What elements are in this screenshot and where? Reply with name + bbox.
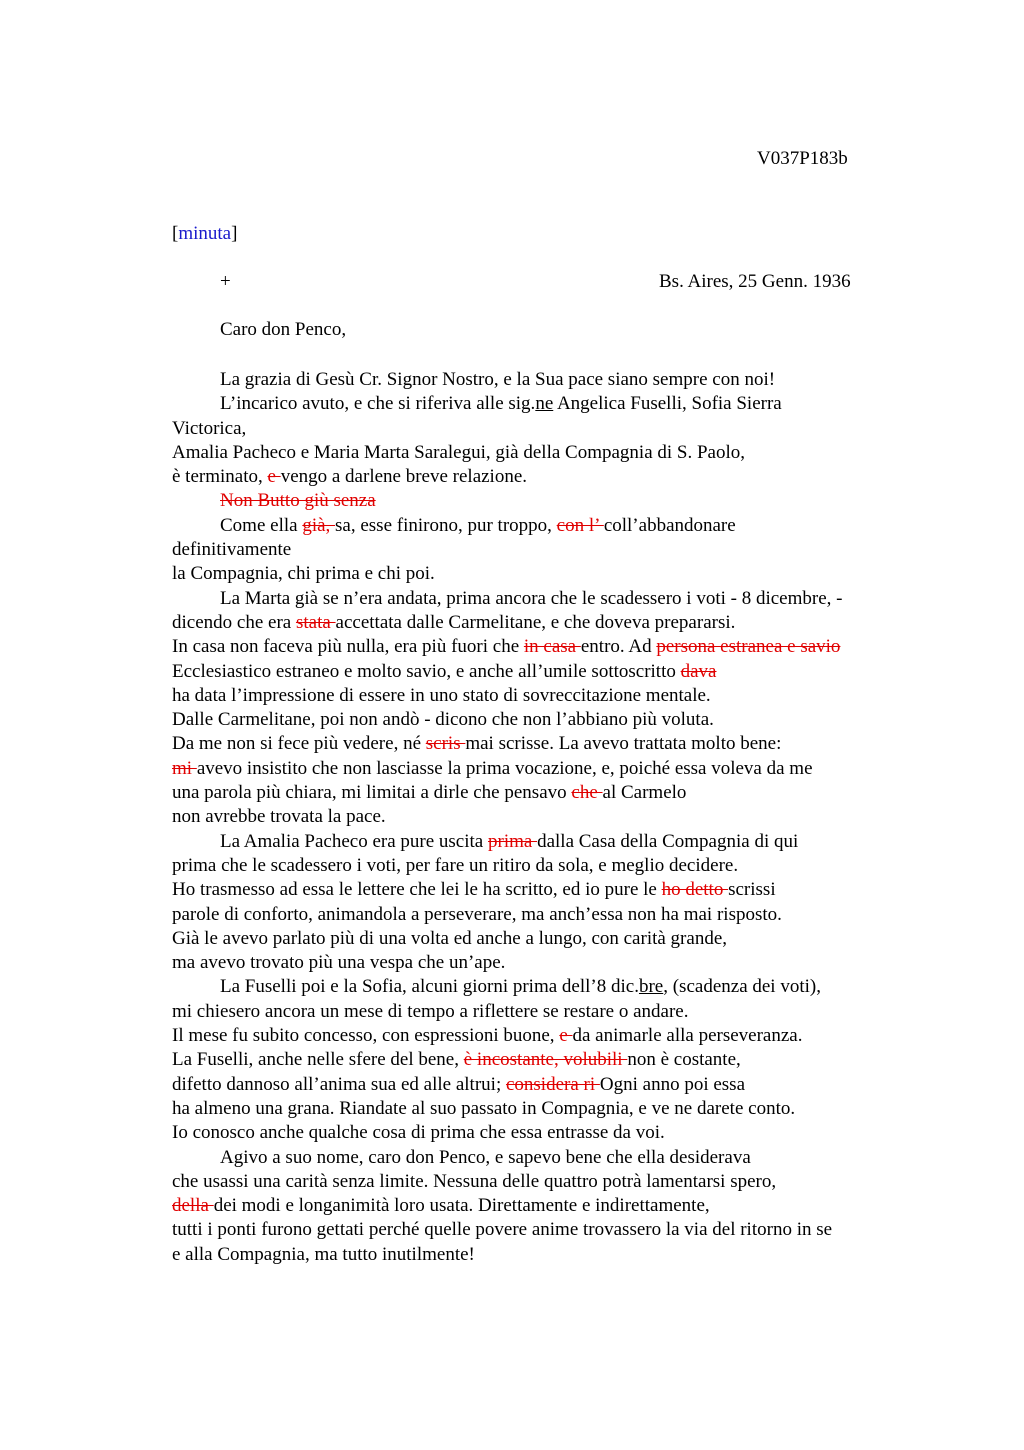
text-segment: , (scadenza dei voti), [663,976,821,998]
text-segment: Ecclesiastico estraneo e molto savio, e anche all’umile sottoscritto [172,660,681,682]
text-line [172,538,912,562]
text-segment: Ho trasmesso ad essa le lettere che lei le ha scritto, ed io pure le [172,879,662,901]
text-segment: ma avevo trovato più una vespa che un’ape. [172,952,506,974]
deleted-text: prima [488,830,538,852]
deleted-text: ho detto [661,879,729,901]
text-line [172,1170,912,1194]
deleted-text: dava [680,660,717,682]
text-segment: dalla Casa della Compagnia di qui [537,830,799,852]
text-segment: La Marta già se n’era andata, prima ancora che le scadessero i voti - 8 dicembre, - [220,587,843,609]
text-segment: ha data l’impressione di essere in uno stato di sovreccitazione mentale. [172,684,711,706]
deleted-text: mi [172,757,197,779]
draft-tag-word: minuta [178,223,232,244]
text-line [172,660,912,684]
text-line [172,1121,912,1145]
text-segment: Il mese fu subito concesso, con espressioni buone, [172,1025,560,1047]
deleted-text: scris [425,733,466,755]
text-line [172,465,912,489]
text-segment: La Fuselli poi e la Sofia, alcuni giorni prima dell’8 dic. [220,976,639,998]
text-segment: e alla Compagnia, ma tutto inutilmente! [172,1243,475,1265]
text-line [172,854,912,878]
text-line [172,1218,912,1242]
text-segment: In casa non faceva più nulla, era più fuori che [172,636,524,658]
text-segment: al Carmelo [602,782,687,804]
text-segment: sa, esse finirono, pur troppo, [335,514,557,536]
text-line [172,1146,912,1170]
deleted-text: già, [302,514,336,536]
text-segment: prima che le scadessero i voti, per fare un ritiro da sola, e meglio decidere. [172,854,739,876]
text-segment: La grazia di Gesù Cr. Signor Nostro, e la Sua pace siano sempre con noi! [220,369,776,390]
text-segment: non è costante, [627,1049,741,1071]
text-segment: che usassi una carità senza limite. Nessuna delle quattro potrà lamentarsi spero, [172,1170,777,1192]
text-segment: dei modi e longanimità loro usata. Direttamente e indirettamente, [213,1195,710,1217]
text-segment: Come ella [220,514,303,536]
cross-mark: + [220,271,231,292]
text-line [172,441,912,465]
draft-tag-open: [ [172,223,179,244]
text-line [172,1048,912,1072]
text-segment: accettata dalle Carmelitane, e che doveva prepararsi. [335,611,736,633]
text-segment: dicendo che era [172,611,296,633]
text-line [172,1073,912,1097]
text-segment: una parola più chiara, mi limitai a dirle che pensavo [172,782,572,804]
deleted-text: e [267,466,281,488]
text-segment: vengo a darlene breve relazione. [280,466,528,488]
text-segment: La Amalia Pacheco era pure uscita [220,830,488,852]
text-line [172,1243,912,1267]
text-line [172,781,912,805]
deleted-text: in casa [523,636,581,658]
deleted-text: è incostante, volubili [463,1049,628,1071]
deleted-text: Non Butto giù senza [220,490,376,512]
text-segment: Ogni anno poi essa [599,1073,746,1095]
deleted-text: persona estranea e savio [656,636,841,658]
underlined-text: ne [535,393,554,415]
text-line [172,757,912,781]
text-line [172,489,912,513]
text-segment: Victorica, [172,417,247,439]
deleted-text: della [172,1195,214,1217]
text-segment: Agivo a suo nome, caro don Penco, e sapevo bene che ella desiderava [220,1146,751,1168]
text-segment: Da me non si fece più vedere, né [172,733,426,755]
draft-tag-close: ] [231,223,238,244]
text-segment: La Fuselli, anche nelle sfere del bene, [172,1049,464,1071]
text-line [172,878,912,902]
text-line [172,392,912,416]
salutation: Caro don Penco, [220,319,347,340]
text-segment: scrissi [728,879,776,901]
text-line [172,635,912,659]
deleted-text: che [571,782,603,804]
underlined-text: bre [638,976,664,998]
text-line [172,611,912,635]
deleted-text: e [559,1025,573,1047]
text-segment: Amalia Pacheco e Maria Marta Saralegui, già della Compagnia di S. Paolo, [172,441,745,463]
text-line [172,927,912,951]
text-line [172,732,912,756]
text-line [172,830,912,854]
text-segment: coll’abbandonare [603,514,736,536]
text-segment: difetto dannoso all’anima sua ed alle altrui; [172,1073,506,1095]
text-line [172,684,912,708]
text-segment: Angelica Fuselli, Sofia Sierra [553,393,782,415]
text-segment: mi chiesero ancora un mese di tempo a riflettere se restare o andare. [172,1000,689,1022]
text-line [172,1097,912,1121]
text-segment: tutti i ponti furono gettati perché quelle povere anime trovassero la via del ritorno in se [172,1219,833,1241]
text-segment: la Compagnia, chi prima e chi poi. [172,563,435,585]
text-segment: ha almeno una grana. Riandate al suo passato in Compagnia, e ve ne darete conto. [172,1097,796,1119]
text-line [172,903,912,927]
deleted-text: considera ri [505,1073,600,1095]
text-line [172,417,912,441]
text-line [172,1000,912,1024]
text-segment: L’incarico avuto, e che si riferiva alle sig. [220,393,536,415]
text-segment: è terminato, [172,466,268,488]
deleted-text: stata [295,611,336,633]
text-segment: mai scrisse. La avevo trattata molto bene: [465,733,782,755]
deleted-text: con l’ [556,514,604,536]
text-line [172,562,912,586]
text-segment: definitivamente [172,539,292,561]
text-line [172,368,912,392]
text-line [172,951,912,975]
text-line [172,1194,912,1218]
text-segment: entro. Ad [580,636,657,658]
text-line [172,514,912,538]
text-line [172,708,912,732]
text-segment: Dalle Carmelitane, poi non andò - dicono che non l’abbiano più voluta. [172,709,714,731]
text-line [172,1024,912,1048]
text-segment: non avrebbe trovata la pace. [172,806,386,828]
document-id: V037P183b [757,148,848,169]
text-line [172,805,912,829]
text-line [172,587,912,611]
text-line [172,975,912,999]
text-segment: Già le avevo parlato più di una volta ed anche a lungo, con carità grande, [172,927,727,949]
text-segment: Io conosco anche qualche cosa di prima che essa entrasse da voi. [172,1122,665,1144]
text-segment: parole di conforto, animandola a perseverare, ma anch’essa non ha mai risposto. [172,903,782,925]
text-segment: da animarle alla perseveranza. [572,1025,803,1047]
draft-tag [172,222,237,246]
letter-body [172,368,912,1267]
place-date: Bs. Aires, 25 Genn. 1936 [659,271,851,292]
text-segment: avevo insistito che non lasciasse la prima vocazione, e, poiché essa voleva da me [196,757,813,779]
